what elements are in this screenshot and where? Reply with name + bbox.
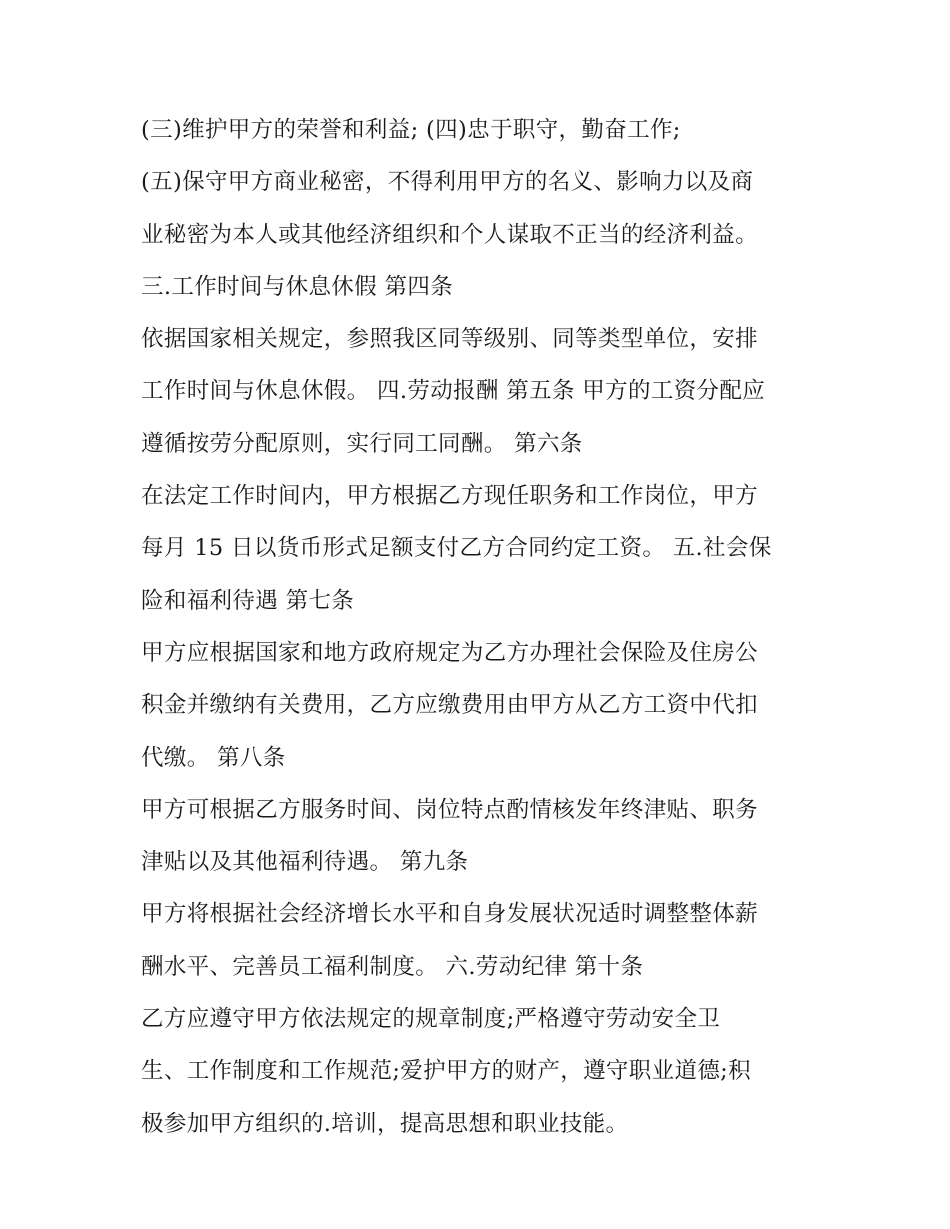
text-line: 津贴以及其他福利待遇。 第九条 [141,849,469,876]
text-line: 乙方应遵守甲方依法规定的规章制度;严格遵守劳动安全卫 [141,1006,721,1033]
text-line: 极参加甲方组织的.培训，提高思想和职业技能。 [141,1110,629,1137]
text-line: 业秘密为本人或其他经济组织和个人谋取不正当的经济利益。 [141,221,758,248]
text-line: 生、工作制度和工作规范;爱护甲方的财产，遵守职业道德;积 [141,1058,751,1085]
text-line: 在法定工作时间内，甲方根据乙方现任职务和工作岗位，甲方 [141,483,758,510]
text-line: 积金并缴纳有关费用，乙方应缴费用由甲方从乙方工资中代扣 [141,692,758,719]
text-line: 甲方可根据乙方服务时间、岗位特点酌情核发年终津贴、职务 [141,796,758,823]
text-line: 甲方应根据国家和地方政府规定为乙方办理社会保险及住房公 [141,639,758,666]
section-heading-line: 三.工作时间与休息休假 第四条 [141,273,454,300]
text-line: (三)维护甲方的荣誉和利益; (四)忠于职守，勤奋工作; [141,117,681,143]
text-line: 依据国家相关规定，参照我区同等级别、同等类型单位，安排 [141,326,758,353]
text-line: 每月 15 日以货币形式足额支付乙方合同约定工资。 五.社会保 [141,535,772,562]
text-line: 代缴。 第八条 [141,744,286,771]
text-line: 险和福利待遇 第七条 [141,587,355,614]
text-line: 酬水平、完善员工福利制度。 六.劳动纪律 第十条 [141,953,644,980]
text-line: 遵循按劳分配原则，实行同工同酬。 第六条 [141,430,583,457]
text-line: 工作时间与休息休假。 四.劳动报酬 第五条 甲方的工资分配应 [141,378,766,405]
text-line: 甲方将根据社会经济增长水平和自身发展状况适时调整整体薪 [141,901,758,928]
text-line: (五)保守甲方商业秘密，不得利用甲方的名义、影响力以及商 [141,169,754,196]
body-text [141,110,841,1156]
